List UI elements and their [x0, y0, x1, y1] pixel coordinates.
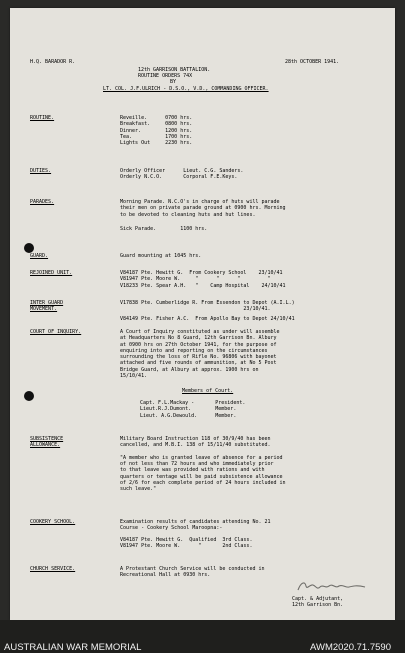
rejoined-line: V84187 Pte. Hewitt G. From Cookery School 23/10/41	[120, 270, 283, 276]
signature-title	[292, 596, 343, 609]
guard-label: GUARD.	[30, 253, 49, 259]
subsistence-line: such leave."	[120, 486, 157, 493]
cookery-line: V81947 Pte. Moore W. " 2nd Class.	[120, 542, 253, 549]
church-line: A Protestant Church Service will be conducted in	[120, 566, 265, 572]
inter-line: V17838 Pte. Cumberlidge R. From Essendon to Depot (A.I.L.)	[120, 300, 295, 306]
inter-line: 23/10/41.	[120, 306, 271, 313]
signature-line: 12th Garrison Bn.	[292, 602, 344, 609]
subsistence-line: cancelled, and M.B.I. 138 of 15/11/40 substituted.	[120, 442, 271, 449]
parades-line: their men on private parade ground at 0900 hrs. Morning	[120, 205, 286, 212]
rejoined-line: V81947 Pte. Moore W. " " " "	[120, 276, 271, 283]
duties-label: DUTIES.	[30, 168, 52, 174]
document-date: 28th OCTOBER 1941.	[285, 59, 340, 65]
member-line: Lieut.R.J.Dumont. Member.	[140, 406, 237, 413]
punch-hole	[24, 243, 34, 253]
parades-line	[120, 218, 286, 224]
court-line: at Headquarters No 8 Guard, 12th Garrison Bn. Albury	[120, 335, 277, 342]
rejoined-label: REJOINED UNIT.	[30, 270, 73, 276]
subsistence-line: of 2/6 for each complete period of 24 hours included in	[120, 480, 286, 487]
court-line: A Court of Inquiry constituted as under will assemble	[120, 329, 280, 335]
cookery-line: V84187 Pte. Hewitt G. Qualified 3rd Class.	[120, 536, 253, 543]
routine-item: Breakfast. 0800 hrs.	[120, 121, 193, 128]
subsistence-label: SUBSISTENCE ALLOWANCE.	[30, 436, 64, 449]
footer-bar	[0, 620, 405, 653]
hq-line: H.Q. BARADOR R.	[30, 59, 76, 65]
church-body	[120, 566, 265, 579]
subsistence-line: "A member who is granted leave of absence for a period	[120, 454, 283, 461]
footer-credit: AUSTRALIAN WAR MEMORIAL	[4, 642, 142, 653]
cookery-line: Examination results of candidates attending No. 21	[120, 519, 271, 525]
footer-accession: AWM2020.71.7590	[310, 642, 391, 653]
punch-hole	[24, 391, 34, 401]
inter-guard-label: INTER GUARD MOVEMENT.	[30, 300, 64, 313]
members-heading: Members of Court.	[182, 388, 234, 394]
subsistence-line: of not less than 72 hours and who immediately prior	[120, 461, 274, 468]
inter-line: V84149 Pte. Fisher A.C. From Apollo Bay to Depot 24/10/41	[120, 315, 295, 322]
routine-label: ROUTINE.	[30, 115, 55, 121]
signature-line: Capt. & Adjutant,	[292, 596, 344, 602]
title-line-2: ROUTINE ORDERS 74X	[138, 73, 193, 79]
rejoined-line: V18233 Pte. Spear A.H. " Camp Hospital 24/10/41	[120, 282, 286, 289]
subsistence-line: Military Board Instruction 118 of 30/9/40 has been	[120, 436, 271, 442]
routine-list	[120, 115, 192, 146]
guard-line: Guard mounting at 1045 hrs.	[120, 253, 202, 259]
duties-body	[120, 168, 243, 181]
court-label: COURT OF INQUIRY.	[30, 329, 82, 335]
court-line: enquiring into and reporting on the circumstances	[120, 347, 268, 354]
title-line-4: LT. COL. J.F.ULRICH - D.S.O., V.D., COMMANDING OFFICER.	[103, 86, 269, 92]
duties-line: Orderly Officer Lieut. C.G. Sanders.	[120, 168, 244, 174]
court-line: Bridge Guard, at Albury at approx. 1900 hrs on	[120, 366, 259, 373]
routine-item: Tea. 1700 hrs.	[120, 133, 193, 140]
member-line: Capt. F.L.Mackay - President.	[140, 400, 246, 406]
inter-guard-body	[120, 300, 295, 322]
routine-item: Reveille. 0700 hrs.	[120, 115, 193, 121]
parades-label: PARADES.	[30, 199, 55, 205]
cookery-body	[120, 519, 271, 549]
court-line: at 0900 hrs on 27th October 1941, for the purpose of	[120, 341, 277, 348]
court-line: 15/10/41.	[120, 373, 148, 380]
member-line: Lieut. A.G.Dewould. Member.	[140, 412, 237, 419]
duties-line: Orderly N.C.O. Corporal F.E.Keys.	[120, 174, 238, 181]
subsistence-line: to that leave was provided with rations and with	[120, 467, 265, 474]
church-label: CHURCH SERVICE.	[30, 566, 76, 572]
handwritten-signature	[295, 578, 375, 594]
church-line: Recreational Hall at 0930 hrs.	[120, 572, 211, 579]
parades-line: to be devoted to cleaning huts and hut lines.	[120, 211, 256, 218]
cookery-line: Course - Cookery School Maroopna:-	[120, 525, 223, 532]
routine-item: Dinner. 1200 hrs.	[120, 127, 193, 134]
parades-line: Morning Parade. N.C.O's in charge of huts will parade	[120, 199, 280, 205]
members-list	[140, 400, 245, 419]
court-line: attached and five rounds of ammunition, at No 5 Post	[120, 360, 277, 367]
court-line: surrounding the loss of Rifle No. 96806 with bayonet	[120, 354, 277, 361]
rejoined-body	[120, 270, 286, 289]
parades-body	[120, 199, 286, 232]
subsistence-line: quarters or tentage will be paid subsistence allowance	[120, 473, 283, 480]
routine-item: Lights Out 2230 hrs.	[120, 140, 193, 147]
title-line-3: BY	[170, 79, 177, 85]
court-body	[120, 329, 280, 379]
subsistence-body	[120, 436, 286, 493]
parades-line: Sick Parade. 1100 hrs.	[120, 226, 208, 233]
title-line-1: 12th GARRISON BATTALION.	[138, 67, 211, 73]
cookery-label: COOKERY SCHOOL.	[30, 519, 76, 525]
